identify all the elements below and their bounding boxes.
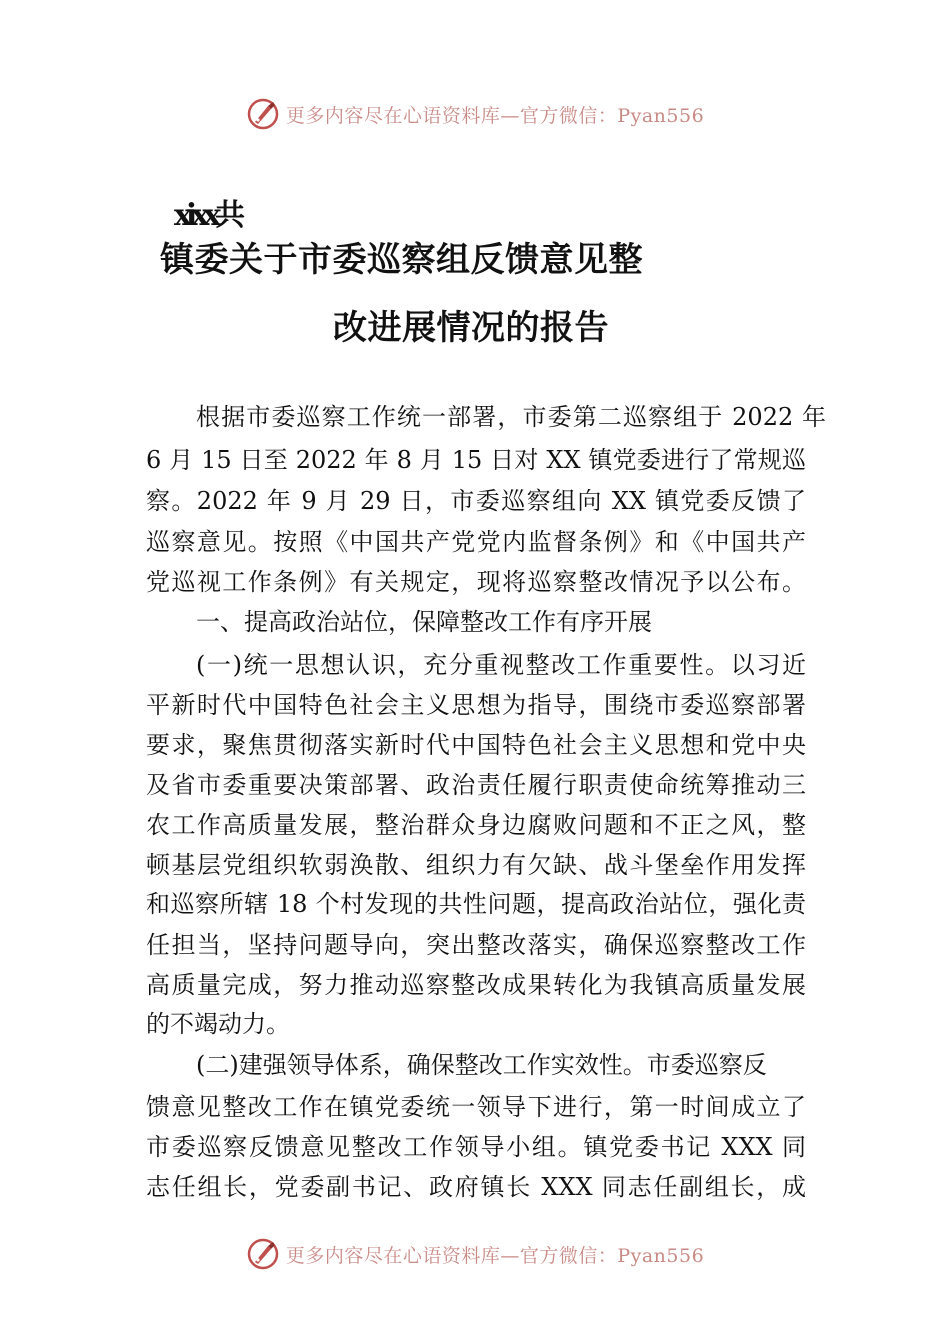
body-line: 高质量完成，努力推动巡察整改成果转化为我镇高质量发展 [146, 971, 806, 999]
watermark-banner-bottom [0, 1234, 950, 1274]
watermark-text: 更多内容尽在心语资料库—官方微信：Pyan556 [285, 1244, 705, 1267]
body-line: 6 月 15 日至 2022 年 8 月 15 日对 XX 镇党委进行了常规巡 [146, 446, 806, 474]
body-line: 要求，聚焦贯彻落实新时代中国特色社会主义思想和党中央 [146, 731, 806, 759]
section-heading: 一、提高政治站位，保障整改工作有序开展 [196, 608, 652, 636]
subsection-heading-line: (一)统一思想认识，充分重视整改工作重要性。以习近 [196, 651, 806, 679]
body-line: 农工作高质量发展，整治群众身边腐败问题和不正之风，整 [146, 811, 806, 839]
body-line: 志任组长，党委副书记、政府镇长 XXX 同志任副组长，成 [146, 1173, 806, 1201]
subsection-heading-line: (二)建强领导体系，确保整改工作实效性。市委巡察反 [196, 1051, 767, 1079]
body-line: 巡察意见。按照《中国共产党党内监督条例》和《中国共产 [146, 528, 806, 556]
body-line: 顿基层党组织软弱涣散、组织力有欠缺、战斗堡垒作用发挥 [146, 851, 806, 879]
body-line: 馈意见整改工作在镇党委统一领导下进行，第一时间成立了 [146, 1093, 806, 1121]
watermark-text: 更多内容尽在心语资料库—官方微信：Pyan556 [285, 104, 705, 127]
doc-title-line-2: 改进展情况的报告 [333, 308, 609, 348]
body-line: 及省市委重要决策部署、政治责任履行职责使命统筹推动三 [146, 771, 806, 799]
body-line: 平新时代中国特色社会主义思想为指导，围绕市委巡察部署 [146, 691, 806, 719]
pen-nib-logo-icon [246, 97, 280, 131]
doc-title-line-1: 镇委关于市委巡察组反馈意见整 [160, 240, 643, 280]
body-line: 市委巡察反馈意见整改工作领导小组。镇党委书记 XXX 同 [146, 1133, 806, 1161]
body-line: 和巡察所辖 18 个村发现的共性问题，提高政治站位，强化责 [146, 890, 806, 918]
body-line: 的不竭动力。 [146, 1010, 290, 1038]
watermark-banner-top [0, 94, 950, 134]
body-line: 任担当，坚持问题导向，突出整改落实，确保巡察整改工作 [146, 931, 806, 959]
body-line: 党巡视工作条例》有关规定，现将巡察整改情况予以公布。 [146, 568, 806, 596]
body-line: 察。2022 年 9 月 29 日，市委巡察组向 XX 镇党委反馈了 [146, 487, 806, 515]
body-line: 根据市委巡察工作统一部署，市委第二巡察组于 2022 年 [196, 403, 826, 431]
header-tag: xixx共 [174, 198, 240, 233]
pen-nib-logo-icon [246, 1237, 280, 1271]
